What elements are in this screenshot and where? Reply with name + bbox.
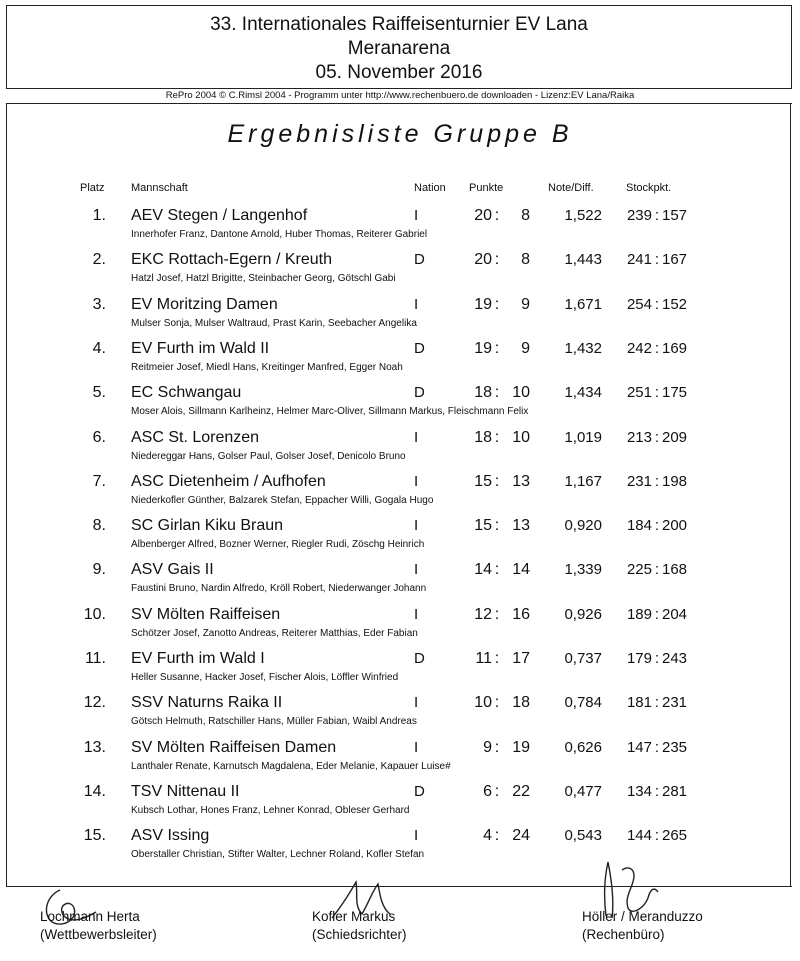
stock-points-for: 225 [626,561,652,579]
stock-points-separator: : [654,605,660,623]
signatory-name: Kofler Markus [312,909,396,924]
signatory-role: (Schiedsrichter) [312,927,407,942]
stock-points-separator: : [654,207,660,224]
column-header-mannschaft: Mannschaft [131,182,188,194]
tournament-venue: Meranarena [347,38,451,59]
stock-points-for: 144 [626,827,652,845]
points-separator: : [494,384,500,402]
points-separator: : [494,738,500,756]
team-name: ASV Gais II [131,561,214,579]
points-lost: 14 [512,561,530,579]
stock-points-for: 189 [626,605,652,623]
nation-cell: I [414,694,419,712]
rank-cell: 12. [83,694,106,712]
team-members: Götsch Helmuth, Ratschiller Hans, Müller Fabian, Waibl Andreas [131,716,417,728]
stock-points-against: 175 [662,384,688,402]
rank-cell: 11. [84,650,106,667]
team-members: Albenberger Alfred, Bozner Werner, Riegler Rudi, Zöschg Heinrich [131,539,425,551]
stock-points-for: 254 [626,295,652,313]
points-won: 15 [474,517,492,535]
software-credit: RePro 2004 © C.Rimsl 2004 - Programm unter http://www.rechenbuero.de downloaden - Lizenz:EV Lana/Raika [165,90,635,101]
stock-points-against: 204 [662,605,688,623]
points-won: 19 [474,339,492,357]
nation-cell: D [414,251,425,269]
rank-cell: 9. [92,561,106,579]
rank-cell: 7. [92,472,106,490]
nation-cell: I [414,561,419,579]
points-won: 4 [483,827,492,845]
team-members: Heller Susanne, Hacker Josef, Fischer Alois, Löffler Winfried [131,672,399,683]
tournament-title: 33. Internationales Raiffeisenturnier EV Lana [210,14,588,35]
rank-cell: 8. [92,517,106,535]
points-lost: 22 [512,782,530,800]
team-members: Oberstaller Christian, Stifter Walter, Lechner Roland, Kofler Stefan [131,849,425,861]
points-separator: : [494,827,500,845]
tournament-header [6,5,792,89]
points-won: 12 [474,605,492,623]
rank-cell: 4. [92,339,106,357]
points-separator: : [494,605,500,623]
table-row [0,559,800,603]
stock-points-against: 157 [662,207,688,224]
rank-cell: 15. [83,827,106,845]
column-header-platz: Platz [80,182,105,194]
column-header-note: Note/Diff. [548,182,594,194]
stock-points-against: 168 [662,561,688,579]
points-separator: : [494,295,500,313]
points-separator: : [494,561,500,579]
points-lost: 24 [512,827,530,845]
team-members: Niederkofler Günther, Balzarek Stefan, Eppacher Willi, Gogala Hugo [131,494,434,506]
column-header-nation: Nation [414,182,446,194]
team-name: EC Schwangau [131,384,242,402]
points-lost: 10 [512,384,530,402]
points-lost: 18 [512,694,530,712]
stock-points-for: 134 [626,782,652,800]
note-diff-cell: 0,543 [564,827,602,845]
points-won: 19 [474,295,492,313]
note-diff-cell: 0,920 [564,517,602,535]
stock-points-against: 169 [662,339,688,357]
team-name: SC Girlan Kiku Braun [131,517,284,535]
stock-points-for: 241 [626,251,652,269]
table-row [0,825,800,869]
stock-points-separator: : [654,827,660,845]
team-members: Reitmeier Josef, Miedl Hans, Kreitinger Manfred, Egger Noah [131,361,403,373]
nation-cell: I [414,605,419,623]
points-separator: : [494,472,500,490]
stock-points-against: 231 [662,694,688,712]
rank-cell: 1. [92,207,106,224]
tournament-date: 05. November 2016 [315,62,483,83]
points-won: 11 [475,650,492,667]
credit-divider [6,103,792,104]
points-lost: 19 [512,738,530,756]
nation-cell: I [414,472,419,490]
points-won: 18 [474,428,492,446]
stock-points-for: 181 [626,694,652,712]
table-row [0,471,800,515]
table-row [0,205,800,249]
stock-points-for: 179 [626,650,652,667]
points-lost: 8 [521,207,530,224]
team-members: Kubsch Lothar, Hones Franz, Lehner Konrad, Obleser Gerhard [131,804,410,816]
rank-cell: 14. [83,782,106,800]
rank-cell: 2. [92,251,106,269]
nation-cell: D [414,384,425,402]
points-lost: 13 [512,517,530,535]
note-diff-cell: 1,671 [564,295,602,313]
table-row [0,382,800,426]
points-lost: 8 [521,251,530,269]
list-title: Ergebnisliste Gruppe B [227,120,573,148]
team-name: EKC Rottach-Egern / Kreuth [131,251,332,269]
rank-cell: 13. [83,738,106,756]
team-name: EV Furth im Wald II [131,339,270,357]
nation-cell: I [414,428,419,446]
note-diff-cell: 0,926 [564,605,602,623]
team-name: ASC Dietenheim / Aufhofen [131,472,326,490]
team-members: Faustini Bruno, Nardin Alfredo, Kröll Robert, Niederwanger Johann [131,583,427,595]
points-separator: : [494,694,500,712]
points-won: 10 [474,694,492,712]
table-row [0,781,800,825]
stock-points-separator: : [654,738,660,756]
team-members: Schötzer Josef, Zanotto Andreas, Reiterer Matthias, Eder Fabian [131,627,418,639]
team-name: SV Mölten Raiffeisen Damen [131,738,337,756]
table-row [0,737,800,781]
points-won: 15 [474,472,492,490]
note-diff-cell: 1,432 [564,339,602,357]
points-separator: : [494,517,500,535]
stock-points-separator: : [654,384,660,402]
points-separator: : [494,650,500,667]
note-diff-cell: 1,522 [564,207,602,224]
stock-points-separator: : [654,650,660,667]
team-name: SV Mölten Raiffeisen [131,605,281,623]
points-lost: 9 [521,295,530,313]
stock-points-separator: : [654,517,660,535]
nation-cell: D [414,650,425,667]
points-won: 20 [474,207,492,224]
stock-points-separator: : [654,295,660,313]
note-diff-cell: 1,434 [564,384,602,402]
points-won: 9 [483,738,492,756]
nation-cell: D [414,339,425,357]
table-row [0,648,800,692]
stock-points-for: 231 [626,472,652,490]
nation-cell: I [414,295,419,313]
stock-points-against: 167 [662,251,688,269]
note-diff-cell: 1,019 [564,428,602,446]
team-members: Mulser Sonja, Mulser Waltraud, Prast Karin, Seebacher Angelika [131,317,417,329]
points-won: 20 [474,251,492,269]
points-lost: 9 [521,339,530,357]
stock-points-against: 235 [662,738,688,756]
points-separator: : [494,339,500,357]
points-lost: 17 [512,650,530,667]
stock-points-for: 239 [626,207,652,224]
stock-points-against: 281 [662,782,688,800]
column-header-stockpkt: Stockpkt. [626,182,672,194]
rank-cell: 6. [92,428,106,446]
team-name: TSV Nittenau II [131,782,240,800]
team-name: ASC St. Lorenzen [131,428,260,446]
team-members: Moser Alois, Sillmann Karlheinz, Helmer Marc-Oliver, Sillmann Markus, Fleischmann Felix [131,406,529,418]
note-diff-cell: 0,784 [564,694,602,712]
stock-points-separator: : [654,339,660,357]
points-won: 18 [474,384,492,402]
note-diff-cell: 1,167 [564,472,602,490]
points-won: 14 [474,561,492,579]
signatory-name: Lochmann Herta [40,909,140,924]
team-name: SSV Naturns Raika II [131,694,283,712]
team-name: ASV Issing [131,827,210,845]
stock-points-for: 242 [626,339,652,357]
table-row [0,427,800,471]
nation-cell: I [414,517,419,535]
nation-cell: I [414,738,419,756]
team-members: Hatzl Josef, Hatzl Brigitte, Steinbacher Georg, Götschl Gabi [131,273,396,285]
team-name: EV Furth im Wald I [131,650,265,667]
table-row [0,294,800,338]
points-lost: 13 [512,472,530,490]
table-row [0,692,800,736]
stock-points-against: 243 [662,650,688,667]
rank-cell: 10. [83,605,106,623]
team-name: AEV Stegen / Langenhof [131,207,308,224]
stock-points-for: 184 [626,517,652,535]
note-diff-cell: 1,339 [564,561,602,579]
note-diff-cell: 1,443 [564,251,602,269]
table-row [0,249,800,293]
points-separator: : [494,782,500,800]
points-separator: : [494,207,500,224]
stock-points-separator: : [654,561,660,579]
table-row [0,515,800,559]
rank-cell: 3. [92,295,106,313]
table-row [0,604,800,648]
team-members: Innerhofer Franz, Dantone Arnold, Huber Thomas, Reiterer Gabriel [131,229,428,240]
points-won: 6 [483,782,492,800]
points-lost: 16 [512,605,530,623]
note-diff-cell: 0,737 [564,650,602,667]
stock-points-against: 265 [662,827,688,845]
stock-points-for: 251 [626,384,652,402]
stock-points-separator: : [654,251,660,269]
points-separator: : [494,251,500,269]
nation-cell: I [414,207,419,224]
stock-points-for: 147 [626,738,652,756]
stock-points-separator: : [654,694,660,712]
stock-points-against: 200 [662,517,688,535]
team-name: EV Moritzing Damen [131,295,278,313]
stock-points-separator: : [654,428,660,446]
stock-points-against: 198 [662,472,688,490]
team-members: Niedereggar Hans, Golser Paul, Golser Josef, Denicolo Bruno [131,450,406,462]
note-diff-cell: 0,626 [564,738,602,756]
points-lost: 10 [512,428,530,446]
table-row [0,338,800,382]
rank-cell: 5. [92,384,106,402]
nation-cell: I [414,827,419,845]
stock-points-for: 213 [626,428,652,446]
column-header-punkte: Punkte [469,182,504,194]
signatory-name: Höller / Meranduzzo [582,909,703,924]
team-members: Lanthaler Renate, Karnutsch Magdalena, Eder Melanie, Kapauer Luise# [131,760,451,772]
stock-points-separator: : [654,472,660,490]
points-separator: : [494,428,500,446]
signatory-role: (Rechenbüro) [582,927,665,942]
stock-points-against: 152 [662,295,688,313]
stock-points-separator: : [654,782,660,800]
signatory-role: (Wettbewerbsleiter) [40,927,157,942]
stock-points-against: 209 [662,428,688,446]
note-diff-cell: 0,477 [564,782,602,800]
nation-cell: D [414,782,425,800]
